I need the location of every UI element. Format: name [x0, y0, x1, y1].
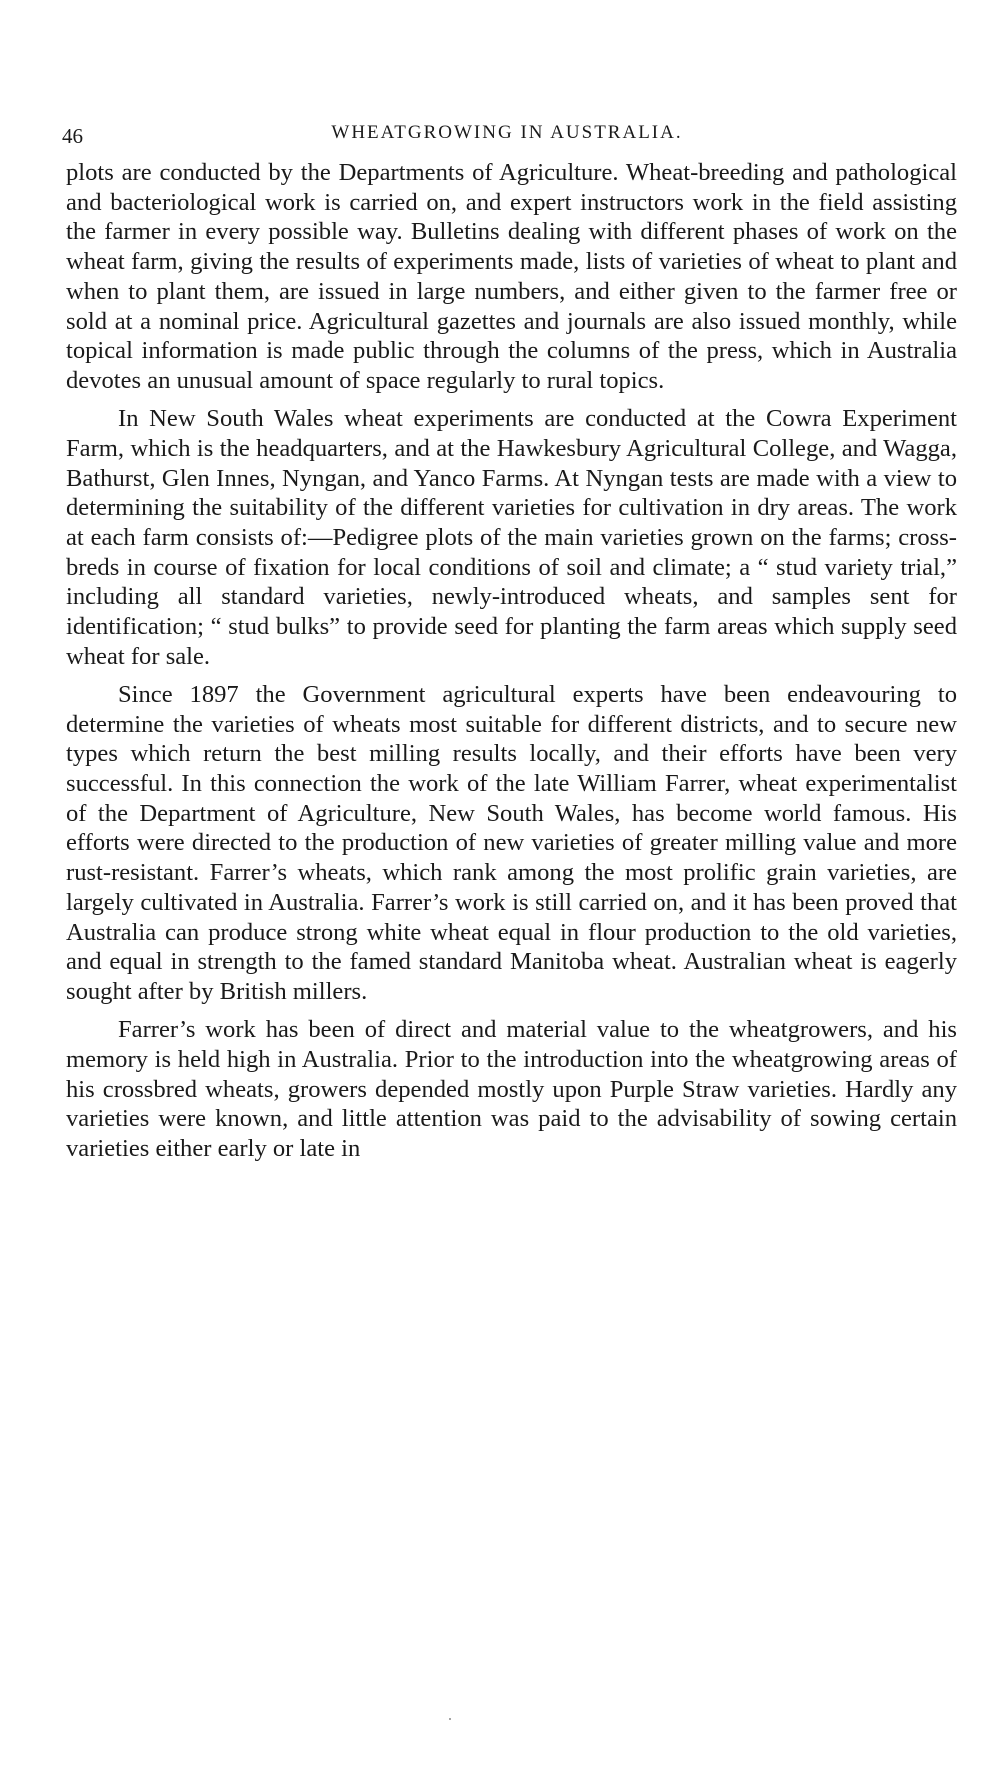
paragraph-farrer-work: Farrer’s work has been of direct and material value to the wheatgrowers, and his memory is held high in Australia. Prior to the introduction into the wheatgrowing areas of his crossbred wheats, growers depended mostly upon Purple Straw varieties. Hardly any varieties were known, and little attention was paid to the advisability of sowing certain varieties either early or late in [66, 1016, 957, 1162]
paragraph-continuation: plots are conducted by the Departments of Agriculture. Wheat-breeding and pathological and bacteriological work is carried on, and expert instructors work in the field assisting the farmer in every possible way. Bulletins dealing with different phases of work on the wheat farm, giving the results of experiments made, lists of varieties of wheat to plant and when to plant them, are issued in large numbers, and either given to the farmer free or sold at a nominal price. Agricultural gazettes and journals are also issued monthly, while topical information is made public through the columns of the press, which in Australia devotes an unusual amount of space regularly to rural topics. [66, 159, 957, 394]
footer-dot-mark [449, 1718, 451, 1720]
paragraph-government-experts: Since 1897 the Government agricultural experts have been endeavouring to determine the varieties of wheats most suitable for different districts, and to secure new types which return the best milling results locally, and their efforts have been very successful. In this connection the work of the late William Farrer, wheat experimentalist of the Department of Agriculture, New South Wales, has become world famous. His efforts were directed to the production of new varieties of greater milling value and more rust-resistant. Farrer’s wheats, which rank among the most prolific grain varieties, are largely cultivated in Australia. Farrer’s work is still carried on, and it has been proved that Australia can produce strong white wheat equal in flour production to the old varieties, and equal in strength to the famed standard Manitoba wheat. Australian wheat is eagerly sought after by British millers. [66, 680, 957, 1005]
page-number: 46 [62, 124, 83, 148]
body-text [66, 158, 957, 1172]
running-head [62, 110, 952, 150]
running-title: WHEATGROWING IN AUSTRALIA. [331, 122, 683, 143]
paragraph-new-south-wales-experiments: In New South Wales wheat experiments are conducted at the Cowra Experiment Farm, which is the headquarters, and at the Hawkesbury Agricultural College, and Wagga, Bathurst, Glen Innes, Nyngan, and Yanco Farms. At Nyngan tests are made with a view to determining the suitability of the different varieties for cultivation in dry areas. The work at each farm consists of:—Pedigree plots of the main varieties grown on the farms; cross-breds in course of fixation for local conditions of soil and climate; a “ stud variety trial,” including all standard varieties, newly-introduced wheats, and samples sent for identification; “ stud bulks” to provide seed for planting the farm areas which supply seed wheat for sale. [66, 405, 957, 670]
